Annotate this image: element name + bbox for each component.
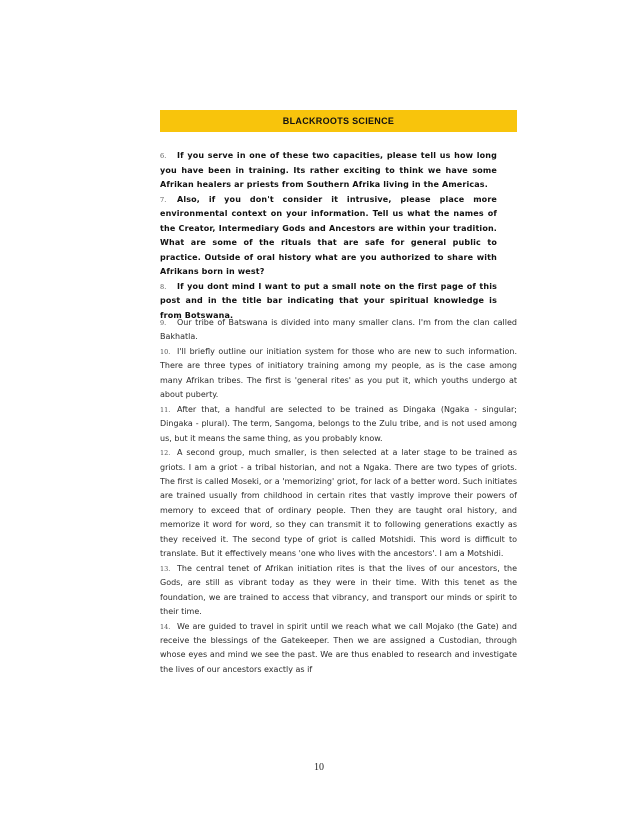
paragraph-number: 9. bbox=[160, 319, 167, 327]
answer-paragraph bbox=[160, 403, 517, 446]
answer-paragraph bbox=[160, 345, 517, 403]
questions-block bbox=[160, 149, 497, 323]
paragraph-number: 14. bbox=[160, 622, 171, 631]
running-header bbox=[160, 110, 517, 132]
answers-block bbox=[160, 316, 517, 677]
question-paragraph bbox=[160, 149, 497, 193]
running-header-title: BLACKROOTS SCIENCE bbox=[282, 116, 395, 126]
paragraph-number: 10. bbox=[160, 347, 171, 356]
paragraph-text: Our tribe of Batswana is divided into many smaller clans. I'm from the clan called Bakhatla. bbox=[160, 318, 517, 342]
paragraph-number: 8. bbox=[160, 282, 167, 291]
answer-paragraph bbox=[160, 316, 517, 345]
paragraph-text: The central tenet of Afrikan initiation rites is that the lives of our ancestors, the Gods, are still as vibrant today as they were in their time. With this tenet as the foundation, we are trained to access that vibrancy, and transport our minds or spirit to their time. bbox=[160, 563, 517, 617]
paragraph-text: A second group, much smaller, is then selected at a later stage to be trained as griots. I am a griot - a tribal historian, and not a Ngaka. There are two types of griots. The first is called Moseki, or a 'memorizing' griot, for lack of a better word. Such initiates are trained usually from childhood in certain rites that vastly improve their powers of memory to exceed that of ordinary people. Then they are taught oral history, and memorize it word for word, so they can transmit it to following generations exactly as they received it. The second type of griot is called Motshidi. This word is difficult to translate. But it effectively means 'one who lives with the ancestors'. I am a Motshidi. bbox=[160, 448, 517, 559]
paragraph-number: 11. bbox=[160, 405, 171, 414]
paragraph-text: If you serve in one of these two capacities, please tell us how long you have been in training. Its rather exciting to think we have some Afrikan healers ar priests from Southern Afrika living in the Americas. bbox=[160, 151, 497, 189]
answer-paragraph bbox=[160, 446, 517, 562]
paragraph-number: 12. bbox=[160, 449, 171, 458]
paragraph-text: If you dont mind I want to put a small note on the first page of this post and in the title bar indicating that your spiritual knowledge is from Botswana. bbox=[160, 281, 497, 320]
paragraph-number: 7. bbox=[160, 195, 167, 204]
page-number: 10 bbox=[314, 762, 324, 773]
paragraph-text: I'll briefly outline our initiation system for those who are new to such information. There are three types of initiatory training among my people, as is the case among many Afrikan tribes. The first is 'general rites' as you put it, which youths undergo at about puberty. bbox=[160, 346, 517, 400]
paragraph-text: Also, if you don't consider it intrusive, please place more environmental context on your information. Tell us what the names of the Creator, Intermediary Gods and Ancestors are within your tradition. What are some of the rituals that are safe for general public to practice. Outside of oral history what are you authorized to share with Afrikans born in west? bbox=[160, 194, 497, 276]
paragraph-text: After that, a handful are selected to be trained as Dingaka (Ngaka - singular; Dingaka - plural). The term, Sangoma, belongs to the Zulu tribe, and is not used among us, but it means the same thing, as you probably know. bbox=[160, 404, 517, 443]
paragraph-number: 13. bbox=[160, 564, 171, 573]
answer-paragraph bbox=[160, 562, 517, 620]
paragraph-text: We are guided to travel in spirit until we reach what we call Mojako (the Gate) and receive the blessings of the Gatekeeper. Then we are assigned a Custodian, through whose eyes and mind we see the past. We are thus enabled to research and investigate the lives of our ancestors exactly as if bbox=[160, 621, 517, 674]
question-paragraph bbox=[160, 193, 497, 280]
answer-paragraph bbox=[160, 620, 517, 678]
paragraph-number: 6. bbox=[160, 152, 167, 160]
